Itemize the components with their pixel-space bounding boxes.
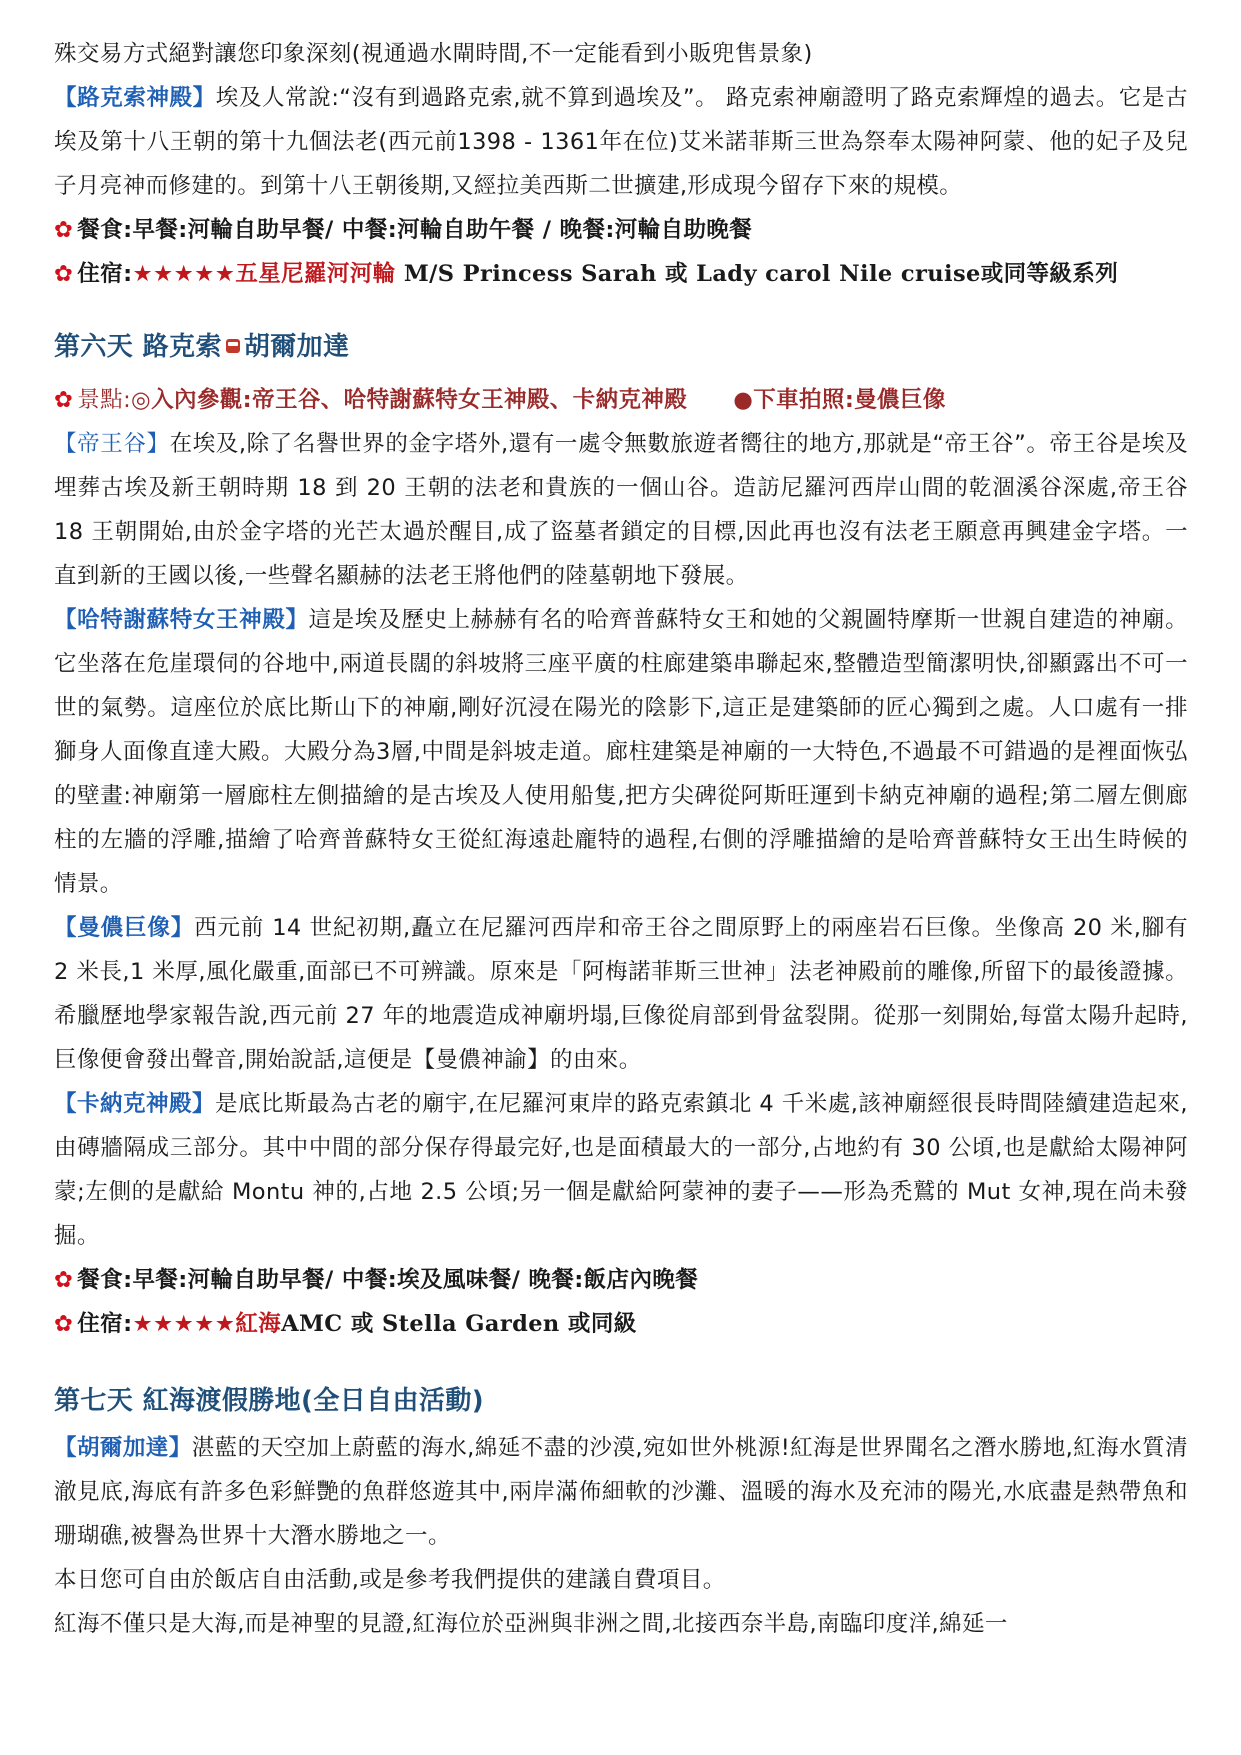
day5-meals-text: 餐食:早餐:河輪自助早餐/ 中餐:河輪自助午餐 / 晚餐:河輪自助晚餐 bbox=[77, 217, 753, 243]
flower-icon: ✿ bbox=[54, 387, 74, 413]
day6-sights-label: 景點: bbox=[77, 387, 132, 413]
luxor-temple-text: 埃及人常說:“沒有到過路克索,就不算到過埃及”。 路克索神廟證明了路克索輝煌的過去。它是古埃及第十八王朝的第十九個法老(西元前1398 - 1361年在位)艾米諾菲斯三世為祭奉太陽神阿蒙、他的妃子及兒子月亮神而修建的。到第十八王朝後期,又經拉美西斯二世擴建,形成現今留存下來的規模。 bbox=[54, 85, 1188, 199]
karnak-text: 是底比斯最為古老的廟宇,在尼羅河東岸的路克索鎮北 4 千米處,該神廟經很長時間陸續建造起來,由磚牆隔成三部分。其中中間的部分保存得最完好,也是面積最大的一部分,占地約有 30 公頃,也是獻給太陽神阿蒙;左側的是獻給 Montu 神的,占地 2.5 公頃;另一個是獻給阿蒙神的妻子——形為禿鷲的 Mut 女神,現在尚未發掘。 bbox=[54, 1091, 1188, 1249]
day6-hotel bbox=[54, 1302, 1188, 1346]
memnon-paragraph bbox=[54, 906, 1188, 1082]
hatshepsut-paragraph bbox=[54, 598, 1188, 906]
day7-heading: 第七天 紅海渡假勝地(全日自由活動) bbox=[54, 1386, 485, 1416]
hurghada-text: 湛藍的天空加上蔚藍的海水,綿延不盡的沙漠,宛如世外桃源!紅海是世界聞名之潛水勝地,紅海水質清澈見底,海底有許多色彩鮮艷的魚群悠遊其中,兩岸滿佈細軟的沙灘、溫暖的海水及充沛的陽光,水底盡是熱帶魚和珊瑚礁,被譽為世界十大潛水勝地之一。 bbox=[54, 1435, 1188, 1549]
day6-title-a: 第六天 路克索 bbox=[54, 332, 222, 362]
day5-hotel-names: M/S Princess Sarah 或 Lady carol Nile cruise或同等級系列 bbox=[395, 261, 1119, 287]
day6-meals-text: 餐食:早餐:河輪自助早餐/ 中餐:埃及風味餐/ 晚餐:飯店內晚餐 bbox=[77, 1267, 699, 1293]
hatshepsut-text: 這是埃及歷史上赫赫有名的哈齊普蘇特女王和她的父親圖特摩斯一世親自建造的神廟。它坐落在危崖環伺的谷地中,兩道長闊的斜坡將三座平廣的柱廊建築串聯起來,整體造型簡潔明快,卻顯露出不可一世的氣勢。這座位於底比斯山下的神廟,剛好沉浸在陽光的陰影下,這正是建築師的匠心獨到之處。人口處有一排獅身人面像直達大殿。大殿分為3層,中間是斜坡走道。廊柱建築是神廟的一大特色,不過最不可錯過的是裡面恢弘的壁畫:神廟第一層廊柱左側描繪的是古埃及人使用船隻,把方尖碑從阿斯旺運到卡納克神廟的過程;第二層左側廊柱的左牆的浮雕,描繪了哈齊普蘇特女王從紅海遠赴龐特的過程,右側的浮雕描繪的是哈齊普蘇特女王出生時候的情景。 bbox=[54, 607, 1189, 897]
day6-sights-inside: ◎入內參觀:帝王谷、哈特謝蘇特女王神殿、卡納克神殿 bbox=[131, 387, 688, 413]
hurghada-paragraph bbox=[54, 1426, 1188, 1558]
red-sea-paragraph: 紅海不僅只是大海,而是神聖的見證,紅海位於亞洲與非洲之間,北接西奈半島,南臨印度洋,綿延一 bbox=[54, 1611, 1008, 1637]
luxor-temple-label: 【路克索神殿】 bbox=[54, 85, 216, 111]
valley-text: 在埃及,除了名譽世界的金字塔外,還有一處令無數旅遊者嚮往的地方,那就是“帝王谷”。帝王谷是埃及埋葬古埃及新王朝時期 18 到 20 王朝的法老和貴族的一個山谷。造訪尼羅河西岸山間的乾涸溪谷深處,帝王谷 18 王朝開始,由於金字塔的光芒太過於醒目,成了盜墓者鎖定的目標,因此再也沒有法老王願意再興建金字塔。一直到新的王國以後,一些聲名顯赫的法老王將他們的陸墓朝地下發展。 bbox=[54, 431, 1188, 589]
valley-paragraph bbox=[54, 422, 1188, 598]
day5-meals bbox=[54, 208, 1188, 252]
day6-hotel-names: AMC 或 Stella Garden 或同級 bbox=[281, 1311, 637, 1337]
day6-hotel-stars: ★★★★★紅海 bbox=[132, 1311, 282, 1337]
valley-label: 【帝王谷】 bbox=[54, 431, 170, 457]
intro-paragraph: 殊交易方式絕對讓您印象深刻(視通過水閘時間,不一定能看到小販兜售景象) bbox=[54, 41, 813, 67]
karnak-paragraph bbox=[54, 1082, 1188, 1258]
bus-icon bbox=[226, 339, 240, 353]
memnon-label: 【曼儂巨像】 bbox=[54, 915, 195, 941]
flower-icon: ✿ bbox=[54, 261, 74, 287]
day6-title-b: 胡爾加達 bbox=[243, 332, 350, 362]
flower-icon: ✿ bbox=[54, 1311, 74, 1337]
flower-icon: ✿ bbox=[54, 217, 74, 243]
day6-hotel-label: 住宿: bbox=[77, 1311, 133, 1337]
day6-meals bbox=[54, 1258, 1188, 1302]
document-body bbox=[54, 32, 1188, 1646]
day6-heading bbox=[54, 322, 1188, 372]
luxor-temple-paragraph bbox=[54, 76, 1188, 208]
karnak-label: 【卡納克神殿】 bbox=[54, 1091, 216, 1117]
day6-sights-photo: ●下車拍照:曼儂巨像 bbox=[733, 387, 946, 413]
day6-sights bbox=[54, 378, 1188, 422]
flower-icon: ✿ bbox=[54, 1267, 74, 1293]
hatshepsut-label: 【哈特謝蘇特女王神殿】 bbox=[54, 607, 309, 633]
free-day-paragraph: 本日您可自由於飯店自由活動,或是參考我們提供的建議自費項目。 bbox=[54, 1567, 726, 1593]
hurghada-label: 【胡爾加達】 bbox=[54, 1435, 192, 1461]
day5-hotel-stars: ★★★★★五星尼羅河河輪 bbox=[132, 261, 396, 287]
memnon-text: 西元前 14 世紀初期,矗立在尼羅河西岸和帝王谷之間原野上的兩座岩石巨像。坐像高 20 米,腳有 2 米長,1 米厚,風化嚴重,面部已不可辨識。原來是「阿梅諾菲斯三世神」法老神殿前的雕像,所留下的最後證據。希臘歷地學家報告說,西元前 27 年的地震造成神廟坍塌,巨像從肩部到骨盆裂開。從那一刻開始,每當太陽升起時,巨像便會發出聲音,開始說話,這便是【曼儂神諭】的由來。 bbox=[54, 915, 1188, 1073]
day5-hotel bbox=[54, 252, 1188, 296]
day5-hotel-label: 住宿: bbox=[77, 261, 133, 287]
